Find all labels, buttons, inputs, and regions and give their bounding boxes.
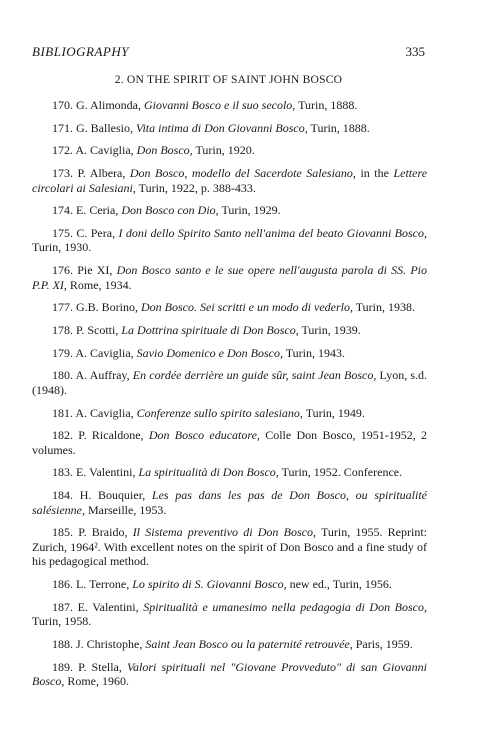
- entry-number: 189.: [52, 659, 73, 674]
- bibliography-entry: [32, 406, 427, 421]
- entry-text: Colle Don Bosco, 1951-1952, 2 volumes.: [32, 428, 427, 457]
- entry-text: A. Auffray,: [75, 368, 133, 383]
- entry-title: Don Bosco con Dio,: [121, 203, 219, 218]
- running-title: BIBLIOGRAPHY: [32, 44, 129, 59]
- entry-number: 183.: [52, 465, 73, 480]
- bibliography-list: [32, 98, 427, 697]
- entry-number: 188.: [52, 636, 73, 651]
- bibliography-entry: [32, 465, 427, 480]
- entry-text: A. Caviglia,: [75, 143, 137, 158]
- entry-text: P. Scotti,: [76, 323, 122, 337]
- entry-text: Turin, 1930.: [32, 240, 92, 255]
- bibliography-entry: [32, 98, 427, 113]
- entry-text: P. Albera,: [77, 166, 130, 181]
- entry-number: 176.: [52, 263, 73, 278]
- bibliography-entry: [32, 368, 427, 397]
- entry-number: 178.: [52, 323, 73, 337]
- entry-text: E. Ceria,: [76, 203, 122, 218]
- entry-number: 182.: [52, 428, 73, 443]
- entry-title: Valori spirituali nel "Giovane Provveduto" di san Giovanni Bosco,: [32, 659, 428, 689]
- entry-text: Turin, 1958.: [32, 614, 92, 629]
- entry-number: 175.: [52, 225, 73, 240]
- entry-number: 173.: [52, 166, 73, 181]
- entry-text: Lyon, s.d. (1948).: [32, 368, 428, 397]
- entry-text: G. Ballesio,: [76, 120, 136, 135]
- entry-text: E. Valentini,: [77, 599, 144, 614]
- entry-title: Giovanni Bosco e il suo secolo,: [144, 98, 296, 112]
- entry-title: Lo spirito di S. Giovanni Bosco,: [132, 577, 287, 591]
- bibliography-entry: [32, 600, 427, 629]
- entry-text: Turin, 1922, p. 388-433.: [135, 180, 256, 195]
- entry-text: Turin, 1952. Conference.: [278, 465, 403, 480]
- entry-number: 177.: [52, 300, 73, 315]
- entry-title: Les pas dans les pas de Don Bosco, ou spiritualité salésienne,: [32, 488, 427, 517]
- entry-text: P. Braido,: [78, 525, 133, 540]
- entry-title: Savio Domenico e Don Bosco,: [136, 345, 283, 360]
- page-number: 335: [405, 44, 425, 59]
- bibliography-entry: [32, 525, 427, 569]
- entry-title: Spiritualità e umanesimo nella pedagogia di Don Bosco,: [143, 599, 427, 614]
- entry-text: Turin, 1920.: [192, 143, 255, 158]
- entry-text: Rome, 1934.: [66, 277, 132, 292]
- entry-number: 180.: [52, 368, 73, 383]
- section-heading: 2. ON THE SPIRIT OF SAINT JOHN BOSCO: [114, 73, 343, 86]
- entry-text: Turin, 1939.: [298, 323, 361, 337]
- entry-number: 172.: [52, 143, 73, 158]
- entry-text: Marseille, 1953.: [85, 502, 167, 517]
- entry-text: Pie XI,: [77, 263, 117, 278]
- entry-title: Don Bosco. Sei scritti e un modo di vederlo,: [141, 300, 353, 315]
- bibliography-entry: [32, 263, 427, 292]
- bibliography-entry: [32, 637, 427, 652]
- entry-text: H. Bouquier,: [79, 488, 152, 503]
- entry-title: Conferenze sullo spirito salesiano,: [136, 405, 303, 420]
- entry-title: I doni dello Spirito Santo nell'anima del beato Giovanni Bosco,: [118, 225, 428, 240]
- entry-text: C. Pera,: [76, 225, 119, 240]
- bibliography-entry: [32, 428, 427, 457]
- bibliography-entry: [32, 300, 427, 315]
- entry-title: La spiritualità di Don Bosco,: [138, 465, 279, 480]
- entry-text: P. Stella,: [78, 659, 127, 674]
- bibliography-entry: [32, 121, 427, 136]
- entry-title: Vita intima di Don Giovanni Bosco,: [136, 120, 308, 135]
- entry-text: G. Alimonda,: [76, 98, 144, 112]
- entry-number: 186.: [52, 577, 73, 591]
- entry-text: A. Caviglia,: [75, 405, 137, 420]
- entry-number: 174.: [52, 203, 73, 218]
- entry-text: A. Caviglia,: [75, 345, 137, 360]
- entry-title: La Dottrina spirituale di Don Bosco,: [121, 323, 299, 337]
- entry-title: Don Bosco, modello del Sacerdote Salesiano,: [129, 166, 356, 181]
- entry-number: 181.: [52, 405, 73, 420]
- entry-text: G.B. Borino,: [76, 300, 142, 315]
- entry-title: En cordée derrière un guide sûr, saint Jean Bosco,: [132, 368, 377, 383]
- entry-title: Il Sistema preventivo di Don Bosco,: [132, 525, 316, 540]
- entry-text: L. Terrone,: [76, 577, 133, 591]
- bibliography-entry: [32, 166, 427, 195]
- entry-text: Rome, 1960.: [64, 674, 129, 689]
- entry-title: Don Bosco santo e le sue opere nell'augusta parola di SS. Pio P.P. XI,: [32, 263, 428, 292]
- entry-number: 187.: [52, 599, 73, 614]
- entry-number: 170.: [52, 98, 73, 112]
- entry-text: Turin, 1938.: [352, 300, 416, 315]
- entry-number: 179.: [52, 345, 73, 360]
- bibliography-entry: [32, 323, 427, 338]
- entry-text: E. Valentini,: [76, 465, 139, 480]
- entry-text: J. Christophe,: [76, 636, 146, 651]
- bibliography-entry: [32, 143, 427, 158]
- entry-text: new ed., Turin, 1956.: [286, 577, 392, 591]
- bibliography-entry: [32, 203, 427, 218]
- entry-text: Turin, 1929.: [218, 203, 281, 218]
- entry-text: Turin, 1888.: [295, 98, 358, 112]
- entry-title: Don Bosco,: [136, 143, 193, 158]
- bibliography-entry: [32, 226, 427, 255]
- bibliography-entry: [32, 577, 427, 592]
- entry-number: 185.: [52, 525, 73, 540]
- running-head: [32, 44, 425, 60]
- entry-text: Turin, 1955. Reprint: Zurich, 1964². With excellent notes on the spirit of Don Bosco and a fine study of his pedagogical method.: [32, 525, 427, 569]
- entry-title: Saint Jean Bosco ou la paternité retrouvée,: [145, 636, 353, 651]
- entry-text: Turin, 1943.: [282, 345, 345, 360]
- entry-text: Turin, 1949.: [302, 405, 365, 420]
- bibliography-entry: [32, 660, 427, 689]
- entry-text: Turin, 1888.: [307, 120, 370, 135]
- entry-title: Don Bosco educatore,: [148, 428, 260, 443]
- entry-title: Lettere circolari ai Salesiani,: [32, 166, 428, 195]
- entry-text: P. Ricaldone,: [78, 428, 149, 443]
- entry-number: 171.: [52, 120, 73, 135]
- bibliography-entry: [32, 488, 427, 517]
- bibliography-entry: [32, 346, 427, 361]
- entry-number: 184.: [52, 488, 73, 503]
- entry-text: Paris, 1959.: [352, 636, 413, 651]
- entry-text: in the: [355, 166, 394, 181]
